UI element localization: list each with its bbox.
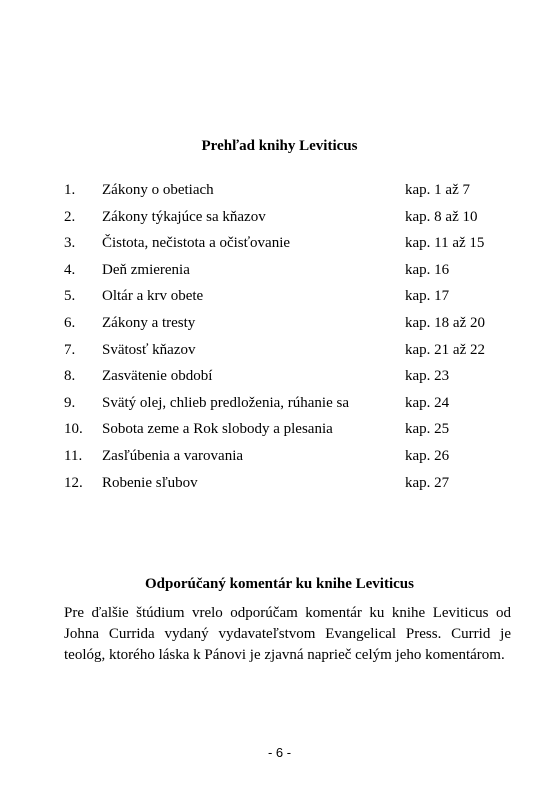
toc-chapter-ref: kap. 23	[405, 368, 450, 385]
toc-chapter-ref: kap. 26	[405, 447, 450, 464]
toc-chapter-ref: kap. 8 až 10	[405, 208, 478, 225]
toc-number: 10.	[64, 421, 83, 438]
toc-row	[0, 419, 559, 446]
toc-title: Oltár a krv obete	[102, 288, 204, 305]
toc-title: Zasľúbenia a varovania	[102, 447, 244, 464]
toc-number: 11.	[64, 447, 83, 464]
commentary-paragraph: Pre ďalšie štúdium vrelo odporúčam komentár ku knihe Leviticus od Johna Currida vydaný vydavateľstvom Evangelical Press. Currid je teológ, ktorého láska k Pánovi je zjavná naprieč celým jeho komentárom.	[64, 605, 511, 663]
toc-chapter-ref: kap. 27	[405, 474, 450, 491]
toc-row	[0, 313, 559, 340]
toc-row	[0, 366, 559, 393]
toc-number: 4.	[64, 261, 76, 278]
toc-row	[0, 446, 559, 473]
toc-title: Deň zmierenia	[102, 261, 190, 278]
toc-chapter-ref: kap. 25	[405, 421, 450, 438]
toc-title: Zákony o obetiach	[102, 182, 214, 198]
toc-row	[0, 233, 559, 260]
toc-number: 8.	[64, 368, 76, 385]
toc-number: 2.	[64, 208, 76, 225]
toc-title: Sobota zeme a Rok slobody a plesania	[102, 421, 333, 438]
toc-number: 6.	[64, 314, 76, 331]
toc-number: 5.	[64, 288, 76, 305]
toc-chapter-ref: kap. 11 až 15	[405, 235, 485, 252]
toc-chapter-ref: kap. 24	[405, 394, 450, 411]
toc-number: 7.	[64, 341, 76, 358]
toc-number: 9.	[64, 394, 76, 411]
toc-row	[0, 180, 559, 207]
commentary-heading: Odporúčaný komentár ku knihe Leviticus	[145, 576, 414, 592]
toc-row	[0, 260, 559, 287]
toc-number: 3.	[64, 235, 76, 252]
toc-chapter-ref: kap. 18 až 20	[405, 314, 485, 331]
toc-row	[0, 286, 559, 313]
toc-number: 1.	[64, 182, 76, 198]
toc-title: Zákony týkajúce sa kňazov	[102, 208, 266, 225]
toc-title: Zákony a tresty	[102, 314, 196, 331]
toc-title: Svätosť kňazov	[102, 341, 196, 358]
toc-chapter-ref: kap. 1 až 7	[405, 182, 470, 198]
toc-title: Čistota, nečistota a očisťovanie	[102, 235, 291, 252]
page-number: - 6 -	[267, 745, 292, 760]
table-of-contents	[0, 180, 559, 499]
toc-chapter-ref: kap. 16	[405, 261, 450, 278]
toc-title: Zasvätenie období	[102, 368, 213, 385]
toc-row	[0, 393, 559, 420]
toc-title: Svätý olej, chlieb predloženia, rúhanie sa	[102, 394, 349, 411]
toc-row	[0, 340, 559, 367]
toc-row	[0, 207, 559, 234]
toc-chapter-ref: kap. 17	[405, 288, 450, 305]
toc-title: Robenie sľubov	[102, 474, 198, 491]
toc-chapter-ref: kap. 21 až 22	[405, 341, 485, 358]
toc-row	[0, 473, 559, 500]
toc-number: 12.	[64, 474, 83, 491]
page-title: Prehľad knihy Leviticus	[201, 138, 358, 154]
